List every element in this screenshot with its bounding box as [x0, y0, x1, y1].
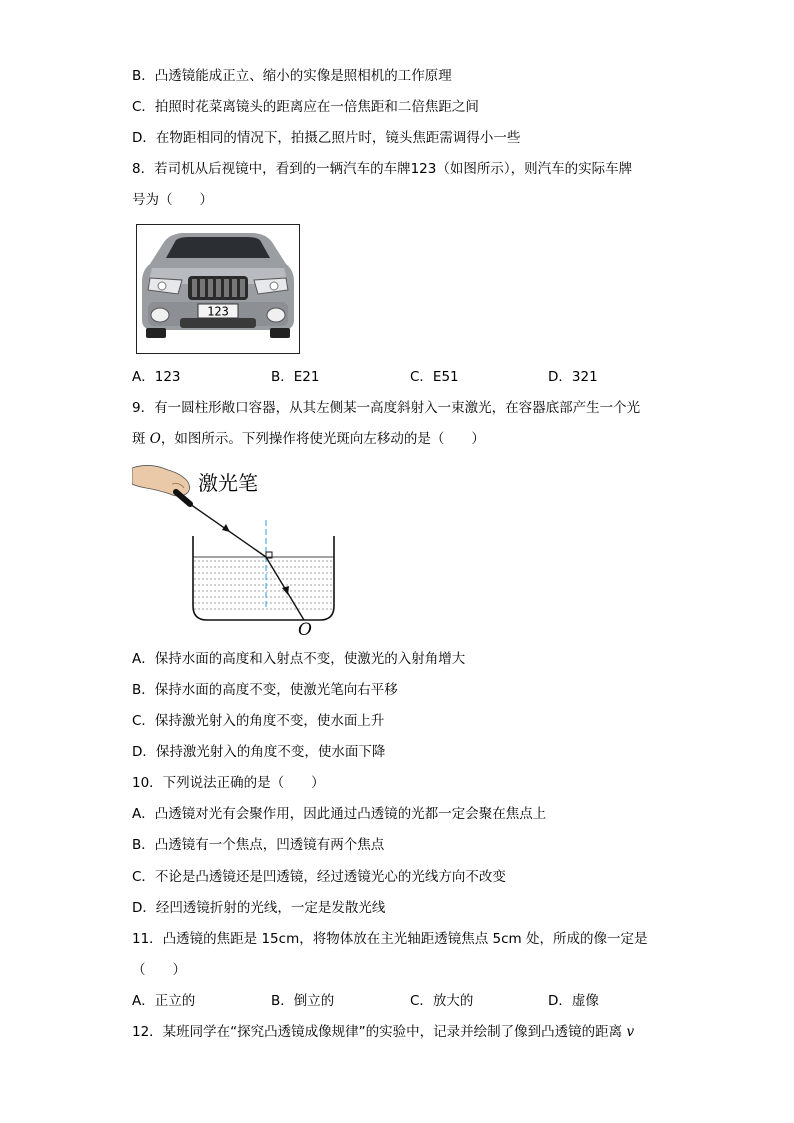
q9-option-b: B．保持水面的高度不变，使激光笔向右平移: [132, 682, 398, 698]
q11-option-d: D．虚像: [548, 993, 599, 1009]
q9-stem-pre: 斑: [132, 431, 150, 447]
laser-pen-label: 激光笔: [198, 471, 258, 495]
q10-option-d: D．经凹透镜折射的光线，一定是发散光线: [132, 900, 386, 916]
q11-stem-line1: 11．凸透镜的焦距是 15cm，将物体放在主光轴距透镜焦点 5cm 处，所成的像一定是: [132, 931, 648, 947]
q9-stem-var: O: [149, 431, 161, 447]
q8-option-d: D．321: [548, 369, 598, 385]
q12-stem-var: v: [626, 1024, 635, 1040]
q8-stem-line1: 8．若司机从后视镜中，看到的一辆汽车的车牌123（如图所示），则汽车的实际车牌: [132, 161, 633, 177]
q11-option-c: C．放大的: [410, 993, 474, 1009]
car-figure: [136, 224, 300, 354]
q8-option-a: A．123: [132, 369, 181, 385]
q7-option-d: D．在物距相同的情况下，拍摄乙照片时，镜头焦距需调得小一些: [132, 130, 521, 146]
q9-stem-line1: 9．有一圆柱形敞口容器，从其左侧某一高度斜射入一束激光，在容器底部产生一个光: [132, 400, 641, 416]
q8-stem-line2: 号为（ ）: [132, 192, 213, 208]
q10-stem: 10．下列说法正确的是（ ）: [132, 775, 325, 791]
q11-option-b: B．倒立的: [271, 993, 335, 1009]
q7-option-b: B．凸透镜能成正立、缩小的实像是照相机的工作原理: [132, 68, 452, 84]
q8-option-c: C．E51: [410, 369, 459, 385]
q12-stem-line1: [132, 1023, 634, 1041]
q8-option-b: B．E21: [271, 369, 320, 385]
q10-option-a: A．凸透镜对光有会聚作用，因此通过凸透镜的光都一定会聚在焦点上: [132, 806, 547, 822]
q11-stem-line2: （ ）: [132, 962, 186, 978]
q9-stem-line2: [132, 430, 485, 448]
q10-option-c: C．不论是凸透镜还是凹透镜，经过透镜光心的光线方向不改变: [132, 869, 506, 885]
license-plate-text: 123: [207, 304, 229, 319]
q9-option-c: C．保持激光射入的角度不变，使水面上升: [132, 713, 385, 729]
q10-option-b: B．凸透镜有一个焦点，凹透镜有两个焦点: [132, 837, 385, 853]
q9-stem-post: ，如图所示。下列操作将使光斑向左移动的是（ ）: [160, 431, 485, 447]
light-spot-label: O: [298, 620, 312, 640]
q7-option-c: C．拍照时花菜离镜头的距离应在一倍焦距和二倍焦距之间: [132, 99, 479, 115]
q9-option-a: A．保持水面的高度和入射点不变，使激光的入射角增大: [132, 651, 466, 667]
q9-option-d: D．保持激光射入的角度不变，使水面下降: [132, 744, 386, 760]
q11-option-a: A．正立的: [132, 993, 196, 1009]
laser-container-figure: [132, 460, 362, 640]
q12-stem-pre: 12．某班同学在“探究凸透镜成像规律”的实验中，记录并绘制了像到凸透镜的距离: [132, 1024, 627, 1040]
